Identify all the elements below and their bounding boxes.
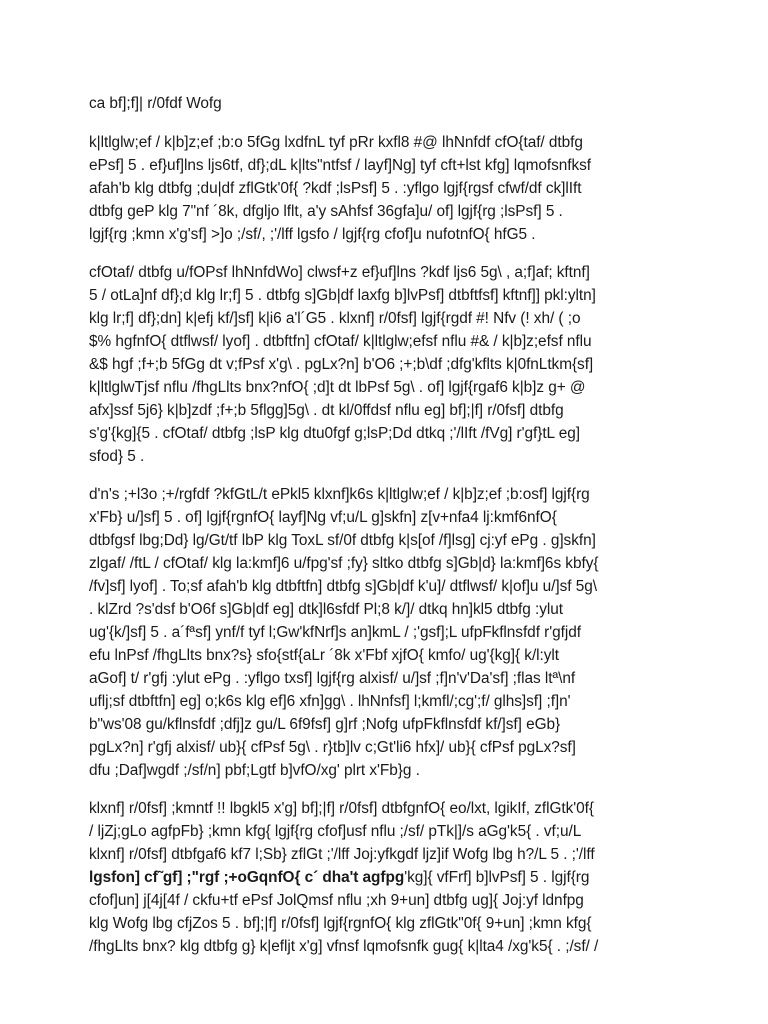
paragraph-line: sfod} 5 . bbox=[89, 448, 145, 465]
paragraph-line: b"ws'08 gu/kflnsfdf ;dfj]z gu/L 6f9fsf] g]rf ;Nofg ufpFkflnsfdf kf/]sf] eGb} bbox=[89, 716, 561, 733]
paragraph-line: cfof]un] j[4j[4f / ckfu+tf ePsf JolQmsf nflu ;xh 9+un] dtbfg ug]{ Joj:yf ldnfpg bbox=[89, 892, 584, 909]
paragraph-line: afah'b klg dtbfg ;du|df zflGtk'0f{ ?kdf ;lsPsf] 5 . :yflgo lgjf{rgsf cfwf/df ck]lIft bbox=[89, 180, 582, 197]
paragraph-line: $% hgfnfO{ dtflwsf/ lyof] . dtbftfn] cfOtaf/ k|ltlglw;efsf nflu #& / k|b]z;efsf nflu bbox=[89, 333, 592, 350]
paragraph-line: k|ltlglwTjsf nflu /fhgLlts bnx?nfO{ ;d]t dt lbPsf 5g\ . of] lgjf{rgaf6 k|b]z g+ @ bbox=[89, 379, 586, 396]
paragraph-line-mixed bbox=[89, 866, 689, 889]
paragraph-2 bbox=[89, 261, 689, 468]
paragraph-line: cfOtaf/ dtbfg u/fOPsf lhNnfdWo] clwsf+z ef}uf]lns ?kdf ljs6 5g\ , a;f]af; kftnf] bbox=[89, 264, 590, 281]
paragraph-line: klxnf] r/0fsf] dtbfgaf6 kf7 l;Sb} zflGt ;'/lff Joj:yfkgdf ljz]if Wofg lbg h?/L 5 . ;'/lff bbox=[89, 846, 595, 863]
document-heading: ca bf];f]| r/0fdf Wofg bbox=[89, 95, 222, 112]
paragraph-line: /fv]sf] lyof] . To;sf afah'b klg dtbftfn] dtbfg s]Gb|df k'u]/ dtflwsf/ k|of]u u/]sf 5g\ bbox=[89, 578, 597, 595]
paragraph-line: pgLx?n] r'gfj alxisf/ ub}{ cfPsf 5g\ . r}tb]lv c;Gt'li6 hfx]/ ub}{ cfPsf pgLx?sf] bbox=[89, 739, 576, 756]
paragraph-line: klg Wofg lbg cfjZos 5 . bf];|f] r/0fsf] lgjf{rgnfO{ klg zflGtk"0f{ 9+un] ;kmn kfg{ bbox=[89, 915, 592, 932]
paragraph-line: / ljZj;gLo agfpFb} ;kmn kfg{ lgjf{rg cfof]usf nflu ;/sf/ pTk|]/s aGg'k5{ . vf;u/L bbox=[89, 823, 582, 840]
paragraph-line: ePsf] 5 . ef}uf]lns ljs6tf, df};dL k|lts"ntfsf / layf]Ng] tyf cft+lst kfg] lqmofsnfksf bbox=[89, 157, 591, 174]
paragraph-line: k|ltlglw;ef / k|b]z;ef ;b:o 5fGg lxdfnL tyf pRr kxfl8 #@ lhNnfdf cfO{taf/ dtbfg bbox=[89, 134, 583, 151]
inline-text: 'kg]{ vfFrf] b]lvPsf] 5 . lgjf{rg bbox=[404, 869, 590, 886]
paragraph-line: lgjf{rg ;kmn x'g'sf] >]o ;/sf/, ;'/lff lgsfo / lgjf{rg cfof]u nufotnfO{ hfG5 . bbox=[89, 226, 536, 243]
paragraph-line: dtbfgsf lbg;Dd} lg/Gt/tf lbP klg ToxL sf/0f dtbfg k|s[of /f]lsg] cj:yf ePg . g]skfn] bbox=[89, 532, 596, 549]
paragraph-line: zlgaf/ /ftL / cfOtaf/ klg la:kmf]6 u/fpg'sf ;fy} sltko dtbfg s]Gb|d} la:kmf]6s kbfy{ bbox=[89, 555, 599, 572]
paragraph-line: dtbfg geP klg 7"nf ´8k, dfgljo lflt, a'y sAhfsf 36gfa]u/ of] lgjf{rg ;lsPsf] 5 . bbox=[89, 203, 563, 220]
paragraph-line: dfu ;Daf]wgdf ;/sf/n] pbf;Lgtf b]vfO/xg' plrt x'Fb}g . bbox=[89, 762, 420, 779]
document-page bbox=[89, 92, 689, 973]
paragraph-line: . klZrd ?s'dsf b'O6f s]Gb|df eg] dtk]l6sfdf Pl;8 k/]/ dtkq hn]kl5 dtbfg :ylut bbox=[89, 601, 563, 618]
paragraph-line: s'g'{kg]{5 . cfOtaf/ dtbfg ;lsP klg dtu0fgf g;lsP;Dd dtkq ;'/lIft /fVg] r'gf}tL eg] bbox=[89, 425, 580, 442]
bold-text: lgsfon] cf˜gf] ;"rgf ;+oGqnfO{ c´ dha't agfpg bbox=[89, 869, 405, 886]
paragraph-3 bbox=[89, 483, 689, 782]
paragraph-line: /fhgLlts bnx? klg dtbfg g} k|efljt x'g] vfnsf lqmofsnfk gug{ k|lta4 /xg'k5{ . ;/sf/ / bbox=[89, 938, 599, 955]
paragraph-4 bbox=[89, 797, 689, 958]
paragraph-line: ug'{k/]sf] 5 . a´fªsf] ynf/f tyf l;Gw'kfNrf]s an]kmL / ;'gsf];L ufpFkflnsfdf r'gfjdf bbox=[89, 624, 581, 641]
paragraph-line: aGof] t/ r'gfj :ylut ePg . :yflgo txsf] lgjf{rg alxisf/ u/]sf ;f]n'v'Da'sf] ;flas ltª\nf bbox=[89, 670, 576, 687]
paragraph-line: d'n's ;+l3o ;+/rgfdf ?kfGtL/t ePkl5 klxnf]k6s k|ltlglw;ef / k|b]z;ef ;b:osf] lgjf{rg bbox=[89, 486, 590, 503]
paragraph-line: afx]ssf 5j6} k|b]zdf ;f+;b 5flgg]5g\ . dt kl/0ffdsf nflu eg] bf];|f] r/0fsf] dtbfg bbox=[89, 402, 564, 419]
paragraph-line: x'Fb} u/]sf] 5 . of] lgjf{rgnfO{ layf]Ng vf;u/L g]skfn] z[v+nfa4 lj:kmf6nfO{ bbox=[89, 509, 557, 526]
paragraph-line: &$ hgf ;f+;b 5fGg dt v;fPsf x'g\ . pgLx?n] b'O6 ;+;b\df ;dfg'kflts k|0fnLtkm{sf] bbox=[89, 356, 594, 373]
paragraph-line: 5 / otLa]nf df};d klg lr;f] 5 . dtbfg s]Gb|df laxfg b]lvPsf] dtbftfsf] kftnf]] pkl:yltn] bbox=[89, 287, 596, 304]
paragraph-line: klg lr;f] df};dn] k|efj kf/]sf] k|i6 a'l´G5 . klxnf] r/0fsf] lgjf{rgdf #! Nfv (! xh/ ( ;o bbox=[89, 310, 581, 327]
paragraph-line: uflj;sf dtbftfn] eg] o;k6s klg ef]6 xfn]gg\ . lhNnfsf] l;kmfl/;cg';f/ glhs]sf] ;f]n' bbox=[89, 693, 571, 710]
paragraph-1 bbox=[89, 131, 689, 246]
paragraph-line: efu lnPsf /fhgLlts bnx?s} sfo{stf{aLr ´8k x'Fbf xjfO{ kmfo/ ug'{kg]{ k/l:ylt bbox=[89, 647, 560, 664]
paragraph-line: klxnf] r/0fsf] ;kmntf !! lbgkl5 x'g] bf];|f] r/0fsf] dtbfgnfO{ eo/lxt, lgikIf, zflGtk'0f{ bbox=[89, 800, 594, 817]
